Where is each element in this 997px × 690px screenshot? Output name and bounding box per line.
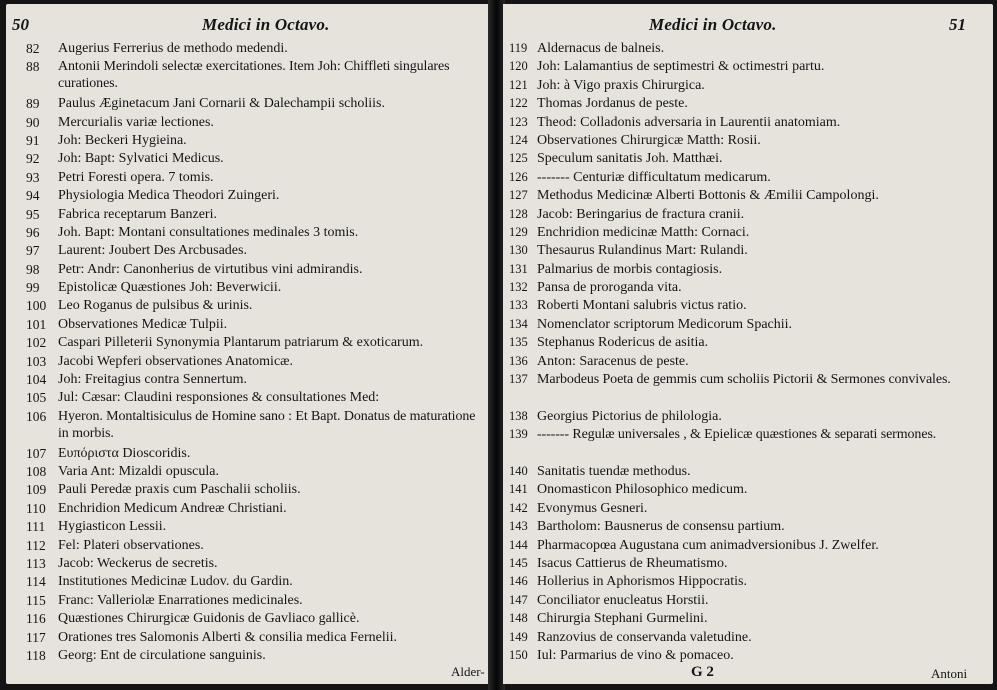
entry-title: Thesaurus Rulandinus Mart: Rulandi. [537,243,748,259]
list-item [509,297,991,315]
entry-title: Georg: Ent de circulatione sanguinis. [58,647,266,663]
entry-title: Joh: Beckeri Hygieina. [58,132,187,148]
right-page [503,4,993,684]
list-item [509,40,991,58]
entry-title: Joh. Bapt: Montani consultationes medinales 3 tomis. [58,224,359,240]
entry-number: 98 [26,261,40,277]
entry-number: 132 [509,280,528,295]
entry-number: 131 [509,261,528,276]
entry-title: Ranzovius de conservanda valetudine. [537,629,752,645]
list-item [26,555,488,573]
entry-number: 119 [509,41,528,55]
entry-number: 133 [509,298,528,313]
entry-title: Varia Ant: Mizaldi opuscula. [58,464,219,480]
entry-title: Sanitatis tuendæ methodus. [537,464,691,480]
entry-number: 96 [26,224,40,240]
entry-number: 101 [26,316,47,332]
entry-title: Leo Roganus de pulsibus & urinis. [58,298,253,314]
entry-title: Chirurgia Stephani Gurmelini. [537,611,708,627]
list-item [26,353,488,371]
right-catchword: Antoni [931,666,968,681]
list-item [26,132,488,150]
list-item [509,592,991,610]
entry-title: Joh: Lalamantius de septimestri & octimestri partu. [537,59,825,75]
list-item [509,408,991,426]
entry-number: 97 [26,243,40,259]
entry-title: Marbodeus Poeta de gemmis cum scholiis Pictorii & Sermones convivales. [537,372,951,388]
entry-number: 138 [509,408,528,423]
entry-title: Theod: Colladonis adversaria in Laurentii anatomiam. [537,114,841,130]
entry-number: 102 [26,335,47,351]
entry-title: Conciliator enucleatus Horstii. [537,592,709,608]
list-item [26,408,488,445]
entry-number: 104 [26,372,47,388]
entry-title: Paulus Æginetacum Jani Cornarii & Dalechampii scholiis. [58,96,385,112]
entry-number: 93 [26,169,40,185]
entry-number: 128 [509,206,528,221]
list-item [26,261,488,279]
entry-title: Isacus Cattierus de Rheumatismo. [537,555,728,571]
entry-title: Evonymus Gesneri. [537,500,648,516]
entry-number: 134 [509,316,528,331]
entry-title: Hollerius in Aphorismos Hippocratis. [537,574,747,590]
entry-title: Petri Foresti opera. 7 tomis. [58,169,214,185]
list-item [509,279,991,297]
entry-number: 143 [509,519,528,534]
entry-number: 130 [509,243,528,258]
entry-number: 129 [509,224,528,239]
entry-number: 146 [509,574,528,589]
entry-title: Mercurialis variæ lectiones. [58,114,214,130]
entry-title: Epistolicæ Quæstiones Joh: Beverwicii. [58,280,282,296]
entry-number: 90 [26,114,40,130]
entry-title: Physiologia Medica Theodori Zuingeri. [58,188,280,204]
entry-title: Georgius Pictorius de philologia. [537,408,722,424]
list-item [26,592,488,610]
entry-number: 127 [509,188,528,203]
entry-title: Methodus Medicinæ Alberti Bottonis & Æmilii Campolongi. [537,188,879,204]
signature-mark: G 2 [691,664,714,680]
list-item [509,95,991,113]
entry-number: 147 [509,592,528,607]
entry-title: Pansa de proroganda vita. [537,280,682,296]
entry-number: 148 [509,611,528,626]
list-item [26,279,488,297]
entry-title: Franc: Valleriolæ Enarrationes medicinales. [58,592,303,608]
entry-number: 103 [26,353,47,369]
list-item [26,445,488,463]
list-item [509,261,991,279]
list-item [26,610,488,628]
list-item [509,58,991,76]
entry-number: 92 [26,151,40,167]
list-item [509,573,991,591]
left-catchword: Alder- [451,664,485,679]
entry-title: ------- Regulæ universales , & Epielicæ quæstiones & separati sermones. [537,427,937,443]
entry-number: 106 [26,408,47,424]
entry-number: 122 [509,96,528,111]
list-item [26,95,488,113]
entry-title: Jacob: Beringarius de fractura cranii. [537,206,745,222]
list-item [509,353,991,371]
list-item [509,629,991,647]
entry-number: 95 [26,206,40,222]
entry-title: Stephanus Rodericus de asitia. [537,335,709,351]
list-item [26,334,488,352]
entry-number: 118 [26,647,46,663]
entry-title: Anton: Saracenus de peste. [537,353,689,369]
list-item [509,463,991,481]
entry-number: 115 [26,592,46,608]
entry-title: Institutiones Medicinæ Ludov. du Gardin. [58,574,293,590]
entry-title: Joh: Freitagius contra Sennertum. [58,372,247,388]
entry-number: 99 [26,280,40,296]
list-item [509,334,991,352]
entry-title: Joh: à Vigo praxis Chirurgica. [537,77,705,93]
entry-title: Jacobi Wepferi observationes Anatomicæ. [58,353,293,369]
list-item [26,242,488,260]
right-running-head: Medici in Octavo. [649,15,777,34]
entry-number: 94 [26,188,40,204]
entry-title: Speculum sanitatis Joh. Matthæi. [537,151,723,167]
entry-title: Pharmacopœa Augustana cum animadversionibus J. Zwelfer. [537,537,879,553]
entry-title: Antonii Merindoli selectæ exercitationes. Item Joh: Chiffleti singulares curationes. [58,59,450,92]
entry-title: Joh: Bapt: Sylvatici Medicus. [58,151,224,167]
entry-title: Jul: Cæsar: Claudini responsiones & consultationes Med: [58,390,380,406]
left-page [6,4,490,684]
list-item [509,132,991,150]
list-item [26,481,488,499]
entry-number: 110 [26,500,46,516]
list-item [26,371,488,389]
entry-title: Enchridion medicinæ Matth: Cornaci. [537,224,750,240]
entry-number: 108 [26,464,47,480]
left-running-head: Medici in Octavo. [202,15,330,34]
entry-number: 89 [26,96,40,112]
list-item [26,518,488,536]
list-item [26,40,488,58]
list-item [509,371,991,408]
list-item [26,573,488,591]
list-item [509,518,991,536]
entry-number: 123 [509,114,528,129]
entry-title: Iul: Parmarius de vino & pomaceo. [537,647,734,663]
list-item [509,426,991,463]
entry-number: 107 [26,445,47,461]
entry-title: Palmarius de morbis contagiosis. [537,261,723,277]
entry-number: 135 [509,335,528,350]
list-item [26,500,488,518]
entry-number: 125 [509,151,528,166]
list-item [26,58,488,95]
entry-number: 137 [509,372,528,387]
entry-number: 112 [26,537,46,553]
left-page-number: 50 [12,15,29,34]
entry-title: ------- Centuriæ difficultatum medicarum. [537,169,771,185]
list-item [26,647,488,665]
entry-number: 144 [509,537,528,552]
left-book-list [26,40,488,665]
entry-number: 145 [509,555,528,570]
entry-title: Quæstiones Chirurgicæ Guidonis de Gavliaco gallicè. [58,611,360,627]
entry-number: 88 [26,59,40,75]
list-item [509,555,991,573]
list-item [26,537,488,555]
entry-title: Pauli Peredæ praxis cum Paschalii scholiis. [58,482,301,498]
entry-title: Orationes tres Salomonis Alberti & consilia medica Fernelii. [58,629,398,645]
entry-number: 139 [509,427,528,442]
entry-title: Augerius Ferrerius de methodo medendi. [58,41,288,56]
entry-number: 105 [26,390,47,406]
entry-title: Caspari Pilleterii Synonymia Plantarum patriarum & exoticarum. [58,335,424,351]
entry-number: 117 [26,629,46,645]
list-item [509,242,991,260]
list-item [509,537,991,555]
entry-number: 100 [26,298,47,314]
entry-number: 121 [509,77,528,92]
list-item [509,316,991,334]
list-item [509,224,991,242]
list-item [509,77,991,95]
entry-number: 109 [26,482,47,498]
entry-title: Nomenclator scriptorum Medicorum Spachii. [537,316,793,332]
list-item [509,481,991,499]
entry-title: Hyeron. Montaltisiculus de Homine sano : Et Bapt. Donatus de maturatione in morbis. [58,408,476,441]
entry-title: Aldernacus de balneis. [537,41,665,56]
entry-title: Roberti Montani salubris victus ratio. [537,298,747,314]
entry-number: 120 [509,59,528,74]
entry-number: 116 [26,611,46,627]
entry-title: Ευπόριστα Dioscoridis. [58,445,191,461]
entry-title: Observationes Medicæ Tulpii. [58,316,228,332]
entry-title: Fabrica receptarum Banzeri. [58,206,217,222]
list-item [509,647,991,665]
list-item [509,206,991,224]
list-item [509,169,991,187]
list-item [26,297,488,315]
list-item [26,316,488,334]
list-item [26,463,488,481]
list-item [26,224,488,242]
entry-title: Petr: Andr: Canonherius de virtutibus vini admirandis. [58,261,363,277]
entry-number: 126 [509,169,528,184]
entry-title: Onomasticon Philosophico medicum. [537,482,748,498]
list-item [509,187,991,205]
entry-number: 91 [26,132,40,148]
list-item [26,169,488,187]
list-item [26,206,488,224]
entry-number: 149 [509,629,528,644]
list-item [26,629,488,647]
entry-title: Observationes Chirurgicæ Matth: Rosii. [537,132,761,148]
list-item [509,114,991,132]
entry-number: 141 [509,482,528,497]
entry-number: 136 [509,353,528,368]
entry-number: 142 [509,500,528,515]
right-book-list [509,40,991,665]
entry-number: 111 [26,519,46,535]
list-item [509,610,991,628]
right-page-number: 51 [949,15,966,34]
entry-title: Laurent: Joubert Des Arcbusades. [58,243,247,259]
entry-title: Enchridion Medicum Andreæ Christiani. [58,500,287,516]
list-item [26,114,488,132]
entry-title: Bartholom: Bausnerus de consensu partium. [537,519,785,535]
entry-number: 114 [26,574,46,590]
entry-title: Jacob: Weckerus de secretis. [58,555,218,571]
list-item [26,389,488,407]
entry-number: 140 [509,464,528,479]
entry-number: 113 [26,555,46,571]
entry-number: 124 [509,132,528,147]
list-item [26,150,488,168]
list-item [26,187,488,205]
entry-number: 150 [509,647,528,662]
entry-title: Fel: Plateri observationes. [58,537,204,553]
entry-title: Thomas Jordanus de peste. [537,96,688,112]
entry-number: 82 [26,41,40,56]
list-item [509,150,991,168]
entry-title: Hygiasticon Lessii. [58,519,167,535]
list-item [509,500,991,518]
